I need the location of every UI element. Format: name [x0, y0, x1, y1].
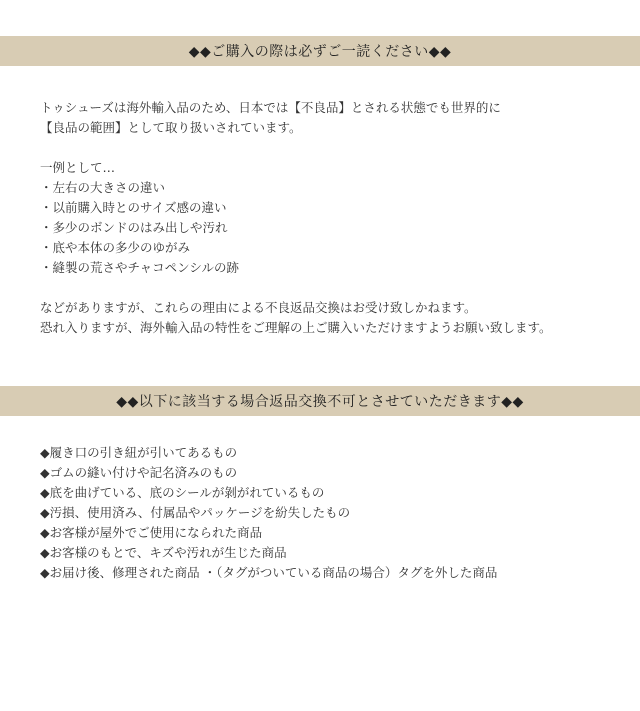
- no-return-heading: ◆◆以下に該当する場合返品交換不可とさせていただきます◆◆: [116, 394, 524, 410]
- closing-line: 恐れ入りますが、海外輸入品の特性をご理解の上ご購入いただけますようお願い致します。: [40, 320, 552, 335]
- example-item: ・多少のボンドのはみ出しや汚れ: [40, 220, 228, 235]
- examples-list: [40, 158, 630, 278]
- closing-paragraph: [40, 298, 630, 338]
- no-return-banner: [0, 386, 640, 416]
- condition-item: ◆汚損、使用済み、付属品やパッケージを紛失したもの: [40, 505, 351, 520]
- condition-item: ◆ゴムの縫い付けや記名済みのもの: [40, 465, 238, 480]
- example-item: ・以前購入時とのサイズ感の違い: [40, 200, 227, 215]
- example-item: ・底や本体の多少のゆがみ: [40, 240, 191, 255]
- notice-heading: ◆◆ご購入の際は必ずご一読ください◆◆: [188, 44, 452, 60]
- examples-lead: 一例として…: [40, 160, 116, 175]
- condition-item: ◆お届け後、修理された商品 ・（タグがついている商品の場合）タグを外した商品: [40, 565, 498, 580]
- condition-item: ◆お客様のもとで、キズや汚れが生じた商品: [40, 545, 287, 560]
- example-item: ・縫製の荒さやチャコペンシルの跡: [40, 260, 240, 275]
- notice-banner-read-before-purchase: [0, 36, 640, 66]
- no-return-conditions-list: [40, 443, 630, 583]
- condition-item: ◆履き口の引き紐が引いてあるもの: [40, 445, 238, 460]
- condition-item: ◆お客様が屋外でご使用になられた商品: [40, 525, 263, 540]
- intro-line: 【良品の範囲】として取り扱いされています。: [40, 120, 302, 135]
- intro-line: トゥシューズは海外輸入品のため、日本では【不良品】とされる状態でも世界的に: [40, 100, 501, 115]
- example-item: ・左右の大きさの違い: [40, 180, 166, 195]
- condition-item: ◆底を曲げている、底のシールが剝がれているもの: [40, 485, 325, 500]
- intro-paragraph: [40, 98, 630, 138]
- closing-line: などがありますが、これらの理由による不良返品交換はお受け致しかねます。: [40, 300, 477, 315]
